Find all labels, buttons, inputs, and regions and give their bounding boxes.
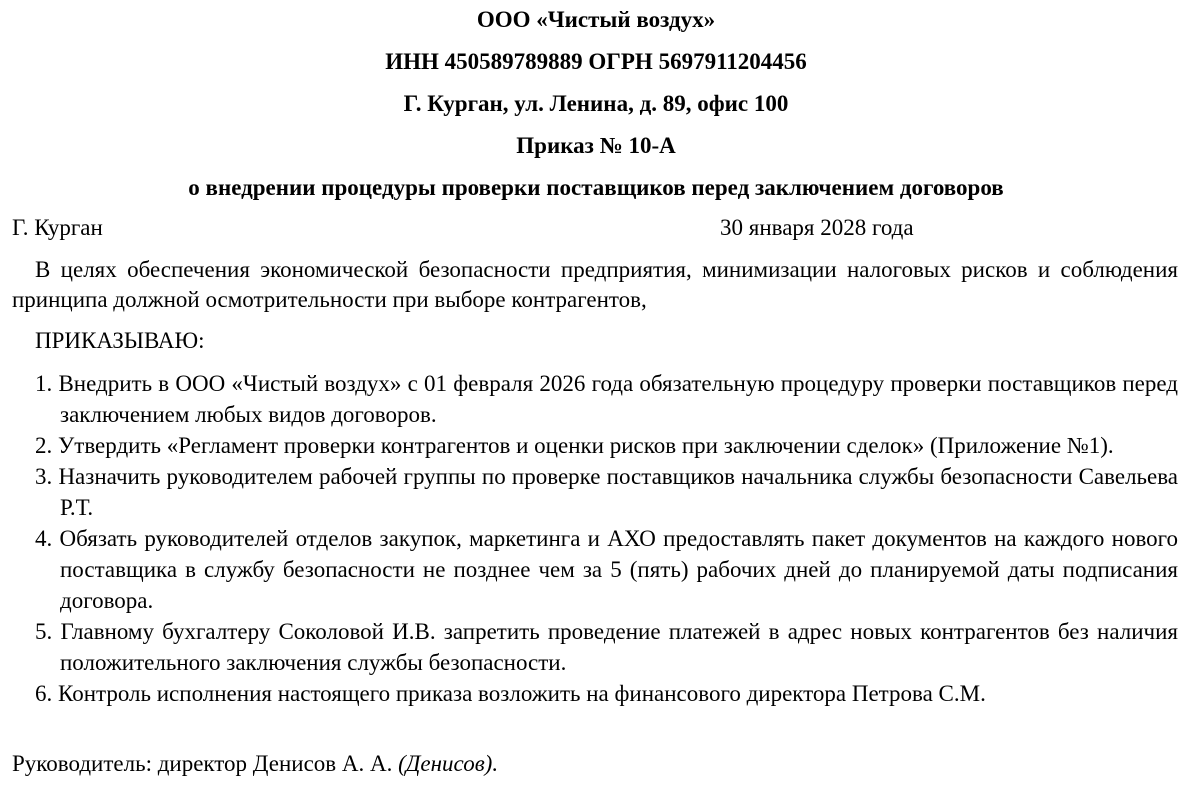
order-item bbox=[35, 368, 1178, 430]
order-item-text: Назначить руководителем рабочей группы по проверке поставщиков начальника службы безопасности Савельева Р.Т. bbox=[58, 464, 1179, 520]
order-item bbox=[35, 678, 1178, 709]
order-item-number: 1. bbox=[35, 371, 53, 396]
order-items-list bbox=[35, 368, 1178, 709]
order-item-number: 6. bbox=[35, 681, 53, 706]
order-item-text: Контроль исполнения настоящего приказа возложить на финансового директора Петрова С.М. bbox=[58, 681, 986, 706]
order-item-number: 2. bbox=[35, 433, 53, 458]
order-item-number: 3. bbox=[35, 464, 53, 489]
order-subject: о внедрении процедуры проверки поставщиков перед заключением договоров bbox=[188, 175, 1004, 200]
order-item bbox=[35, 430, 1178, 461]
order-item-text: Обязать руководителей отделов закупок, маркетинга и АХО предоставлять пакет документов на каждого нового поставщика в службу безопасности не позднее чем за 5 (пять) рабочих дней до планируемой даты подписания договора. bbox=[59, 526, 1179, 613]
organization-name: ООО «Чистый воздух» bbox=[476, 7, 716, 32]
preamble-paragraph: В целях обеспечения экономической безопасности предприятия, минимизации налоговых рисков и соблюдения принципа должной осмотрительности при выборе контрагентов, bbox=[12, 257, 1178, 312]
order-item-number: 5. bbox=[35, 619, 53, 644]
order-item-text: Внедрить в ООО «Чистый воздух» с 01 февраля 2026 года обязательную процедуру проверки поставщиков перед заключением любых видов договоров. bbox=[58, 371, 1179, 427]
registration-numbers: ИНН 450589789889 ОГРН 5697911204456 bbox=[385, 49, 807, 74]
organization-address: Г. Курган, ул. Ленина, д. 89, офис 100 bbox=[403, 91, 789, 116]
order-item bbox=[35, 461, 1178, 523]
order-item-text: Главному бухгалтеру Соколовой И.В. запретить проведение платежей в адрес новых контрагентов без наличия положительного заключения службы безопасности. bbox=[60, 619, 1179, 675]
orders-heading: ПРИКАЗЫВАЮ: bbox=[35, 328, 205, 353]
order-title: Приказ № 10-А bbox=[516, 133, 676, 158]
order-item bbox=[35, 616, 1178, 678]
order-item-number: 4. bbox=[35, 526, 53, 551]
order-item bbox=[35, 523, 1178, 616]
order-item-text: Утвердить «Регламент проверки контрагентов и оценки рисков при заключении сделок» (Приложение №1). bbox=[58, 433, 1114, 458]
signature-handwritten: (Денисов). bbox=[398, 751, 499, 776]
signature-label: Руководитель: директор Денисов А. А. bbox=[12, 751, 393, 776]
document-city: Г. Курган bbox=[12, 215, 103, 240]
signature-line bbox=[12, 749, 498, 779]
document-date: 30 января 2028 года bbox=[720, 215, 914, 240]
